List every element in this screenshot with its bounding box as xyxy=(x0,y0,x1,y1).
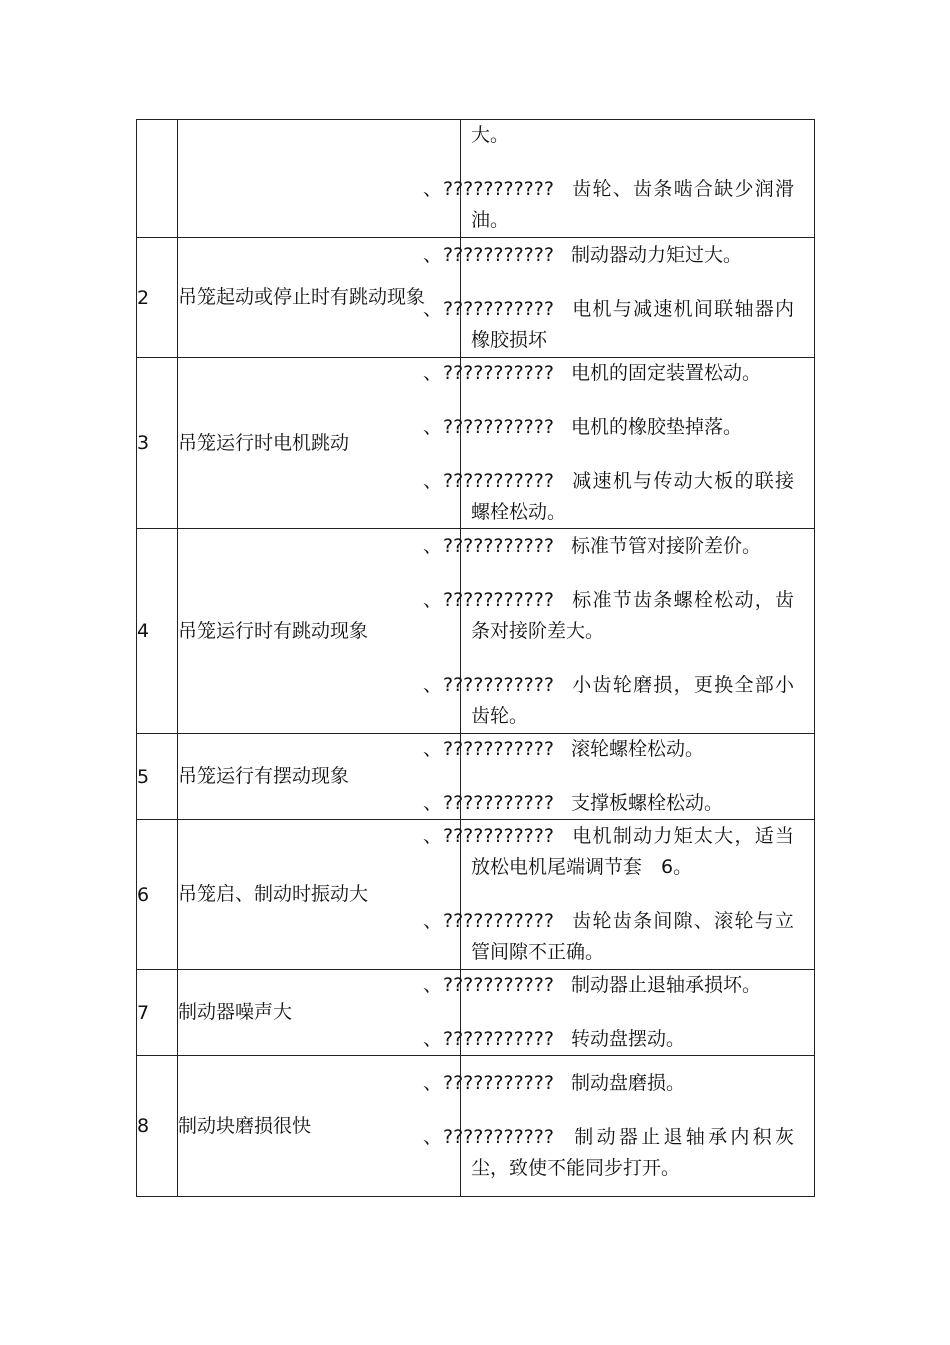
bullet-mark: 、 xyxy=(423,910,443,932)
row-number: 2 xyxy=(137,238,178,358)
list-bullet xyxy=(423,821,554,852)
cause-text: 标准节齿条螺栓松动，齿条对接阶差大。 xyxy=(471,588,794,642)
fault-table xyxy=(136,119,815,1197)
fault-causes xyxy=(423,120,815,238)
list-bullet xyxy=(423,734,554,765)
cause-item xyxy=(423,788,814,819)
cause-text: 标准节管对接阶差价。 xyxy=(571,534,762,557)
fault-causes xyxy=(423,734,815,820)
cause-item xyxy=(423,174,814,236)
cause-list xyxy=(423,240,814,356)
fault-table-body xyxy=(137,120,815,1197)
garbled-marks: ??????????? xyxy=(443,738,554,760)
cause-list xyxy=(423,1068,814,1184)
fault-symptom: 制动器噪声大 xyxy=(178,970,461,1056)
fault-symptom: 吊笼起动或停止时有跳动现象 xyxy=(178,238,461,358)
table-row xyxy=(137,970,815,1056)
list-bullet xyxy=(423,358,554,389)
cause-text: 制动器动力矩过大。 xyxy=(571,243,743,266)
cause-item xyxy=(423,1122,814,1184)
list-bullet xyxy=(423,240,554,271)
row-number xyxy=(137,120,178,238)
table-row xyxy=(137,238,815,358)
bullet-mark: 、 xyxy=(423,588,443,611)
cause-item xyxy=(423,358,814,389)
cause-item xyxy=(423,412,814,443)
list-bullet xyxy=(423,1122,554,1153)
bullet-mark: 、 xyxy=(423,1072,443,1094)
garbled-marks: ??????????? xyxy=(443,534,554,557)
table-row xyxy=(137,120,815,238)
cause-item xyxy=(423,670,814,732)
cause-text: 制动器止退轴承内积灰尘，致使不能同步打开。 xyxy=(471,1126,794,1179)
bullet-mark: 、 xyxy=(423,243,443,266)
fault-symptom: 制动块磨损很快 xyxy=(178,1056,461,1197)
table-row xyxy=(137,1056,815,1197)
garbled-marks: ??????????? xyxy=(443,416,554,438)
bullet-mark: 、 xyxy=(423,1028,443,1050)
fault-symptom: 吊笼运行时有跳动现象 xyxy=(178,529,461,734)
cause-item xyxy=(423,1024,814,1055)
cause-text: 大。 xyxy=(471,124,510,146)
cause-list xyxy=(423,821,814,968)
bullet-mark: 、 xyxy=(423,673,443,696)
garbled-marks: ??????????? xyxy=(443,1072,554,1094)
row-number: 7 xyxy=(137,970,178,1056)
cause-item xyxy=(423,970,814,1001)
row-number: 4 xyxy=(137,529,178,734)
bullet-mark: 、 xyxy=(423,974,443,996)
bullet-mark: 、 xyxy=(423,297,443,320)
fault-causes xyxy=(423,1056,815,1197)
cause-text: 小齿轮磨损，更换全部小齿轮。 xyxy=(471,673,794,727)
table-row xyxy=(137,734,815,820)
garbled-marks: ??????????? xyxy=(443,1028,554,1050)
fault-causes xyxy=(423,358,815,529)
cause-item xyxy=(423,734,814,765)
row-number: 3 xyxy=(137,358,178,529)
cause-item xyxy=(423,466,814,528)
cause-text: 制动盘磨损。 xyxy=(571,1072,686,1094)
garbled-marks: ??????????? xyxy=(443,974,554,996)
list-bullet xyxy=(423,906,554,937)
garbled-marks: ??????????? xyxy=(443,297,554,320)
list-bullet xyxy=(423,174,554,205)
cause-text: 齿轮、齿条啮合缺少润滑油。 xyxy=(471,178,794,231)
cause-text: 支撑板螺栓松动。 xyxy=(571,792,724,814)
cause-text: 电机制动力矩太大，适当放松电机尾端调节套 6。 xyxy=(471,825,794,878)
bullet-mark: 、 xyxy=(423,1126,443,1148)
garbled-marks: ??????????? xyxy=(443,792,554,814)
cause-item xyxy=(423,1068,814,1099)
table-row xyxy=(137,529,815,734)
cause-text: 制动器止退轴承损坏。 xyxy=(571,974,762,996)
list-bullet xyxy=(423,1024,554,1055)
garbled-marks: ??????????? xyxy=(443,362,554,384)
garbled-marks: ??????????? xyxy=(443,910,554,932)
bullet-mark: 、 xyxy=(423,825,443,847)
cause-item xyxy=(423,531,814,562)
cause-text: 滚轮螺栓松动。 xyxy=(571,738,705,760)
list-bullet xyxy=(423,531,554,562)
list-bullet xyxy=(423,466,554,497)
row-number: 5 xyxy=(137,734,178,820)
cause-list xyxy=(423,120,814,236)
garbled-marks: ??????????? xyxy=(443,588,554,611)
cause-text: 电机的橡胶垫掉落。 xyxy=(571,416,743,438)
bullet-mark: 、 xyxy=(423,178,443,200)
garbled-marks: ??????????? xyxy=(443,825,554,847)
cause-text: 电机与减速机间联轴器内橡胶损坏 xyxy=(471,297,794,351)
list-bullet xyxy=(423,970,554,1001)
bullet-mark: 、 xyxy=(423,362,443,384)
cause-item xyxy=(423,240,814,271)
fault-symptom: 吊笼运行时电机跳动 xyxy=(178,358,461,529)
list-bullet xyxy=(423,294,554,325)
fault-causes xyxy=(423,238,815,358)
cause-text: 转动盘摆动。 xyxy=(571,1028,686,1050)
bullet-mark: 、 xyxy=(423,470,443,492)
cause-list xyxy=(423,531,814,732)
garbled-marks: ??????????? xyxy=(443,1126,554,1148)
cause-item xyxy=(423,585,814,647)
cause-list xyxy=(423,970,814,1055)
list-bullet xyxy=(423,670,554,701)
list-bullet xyxy=(423,788,554,819)
row-number: 8 xyxy=(137,1056,178,1197)
fault-symptom xyxy=(178,120,461,238)
table-row xyxy=(137,358,815,529)
bullet-mark: 、 xyxy=(423,534,443,557)
row-number: 6 xyxy=(137,820,178,970)
cause-text: 电机的固定装置松动。 xyxy=(571,362,762,384)
table-row xyxy=(137,820,815,970)
fault-causes xyxy=(423,820,815,970)
fault-causes xyxy=(423,970,815,1056)
bullet-mark: 、 xyxy=(423,416,443,438)
fault-symptom: 吊笼启、制动时振动大 xyxy=(178,820,461,970)
garbled-marks: ??????????? xyxy=(443,178,554,200)
cause-item xyxy=(423,821,814,883)
bullet-mark: 、 xyxy=(423,792,443,814)
list-bullet xyxy=(423,585,554,616)
cause-item xyxy=(423,906,814,968)
garbled-marks: ??????????? xyxy=(443,673,554,696)
list-bullet xyxy=(423,1068,554,1099)
bullet-mark: 、 xyxy=(423,738,443,760)
fault-symptom: 吊笼运行有摆动现象 xyxy=(178,734,461,820)
cause-text: 减速机与传动大板的联接螺栓松动。 xyxy=(471,470,794,523)
cause-list xyxy=(423,734,814,819)
garbled-marks: ??????????? xyxy=(443,243,554,266)
cause-item xyxy=(423,294,814,356)
cause-item xyxy=(461,120,814,151)
cause-text: 齿轮齿条间隙、滚轮与立管间隙不正确。 xyxy=(471,910,794,963)
fault-causes xyxy=(423,529,815,734)
cause-list xyxy=(423,358,814,528)
garbled-marks: ??????????? xyxy=(443,470,554,492)
list-bullet xyxy=(423,412,554,443)
